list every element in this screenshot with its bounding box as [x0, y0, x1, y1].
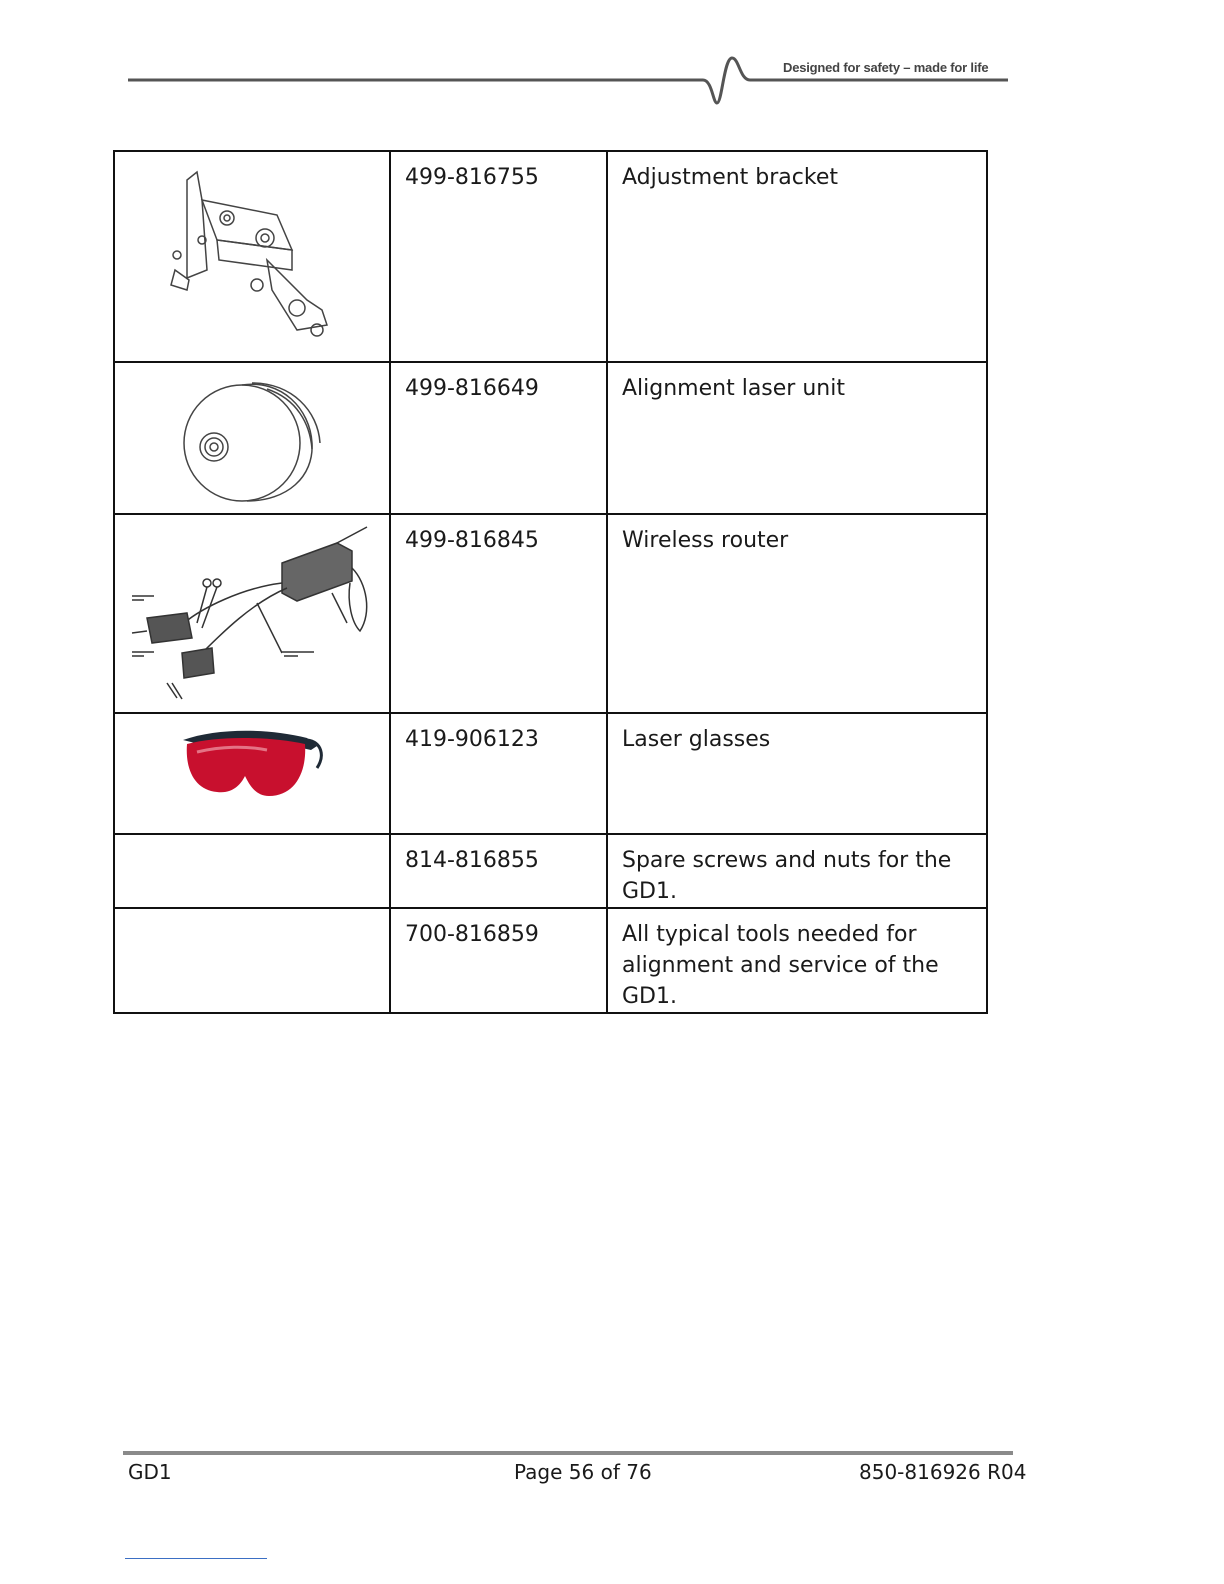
part-number: 700-816859 — [390, 908, 607, 1013]
part-image-cell — [114, 713, 390, 834]
part-description: Adjustment bracket — [607, 151, 987, 362]
part-image-cell — [114, 514, 390, 713]
footer-rule — [123, 1451, 1013, 1455]
part-description: Alignment laser unit — [607, 362, 987, 514]
part-number: 419-906123 — [390, 713, 607, 834]
footer-doc-number: 850-816926 R04 — [859, 1460, 1027, 1484]
table-row — [114, 713, 987, 834]
table-row — [114, 362, 987, 514]
table-row — [114, 834, 987, 908]
part-description: Laser glasses — [607, 713, 987, 834]
bottom-link-line — [125, 1558, 267, 1559]
part-description: All typical tools needed for alignment and service of the GD1. — [607, 908, 987, 1013]
part-number: 499-816649 — [390, 362, 607, 514]
part-image-cell — [114, 834, 390, 908]
part-image-cell — [114, 362, 390, 514]
footer-page-number: Page 56 of 76 — [514, 1460, 652, 1484]
wireless-router-drawing — [122, 523, 382, 703]
table-row — [114, 908, 987, 1013]
table-row — [114, 151, 987, 362]
part-number: 814-816855 — [390, 834, 607, 908]
part-description: Wireless router — [607, 514, 987, 713]
part-description: Spare screws and nuts for the GD1. — [607, 834, 987, 908]
parts-table — [113, 150, 988, 1014]
footer-product: GD1 — [128, 1460, 172, 1484]
table-row — [114, 514, 987, 713]
laser-unit-drawing — [172, 369, 332, 505]
adjustment-bracket-drawing — [157, 160, 347, 350]
part-image-cell — [114, 151, 390, 362]
part-number: 499-816845 — [390, 514, 607, 713]
header-tagline: Designed for safety – made for life — [783, 60, 989, 75]
part-number: 499-816755 — [390, 151, 607, 362]
laser-glasses-photo — [177, 722, 327, 812]
header-pulse-line — [0, 0, 1224, 110]
part-image-cell — [114, 908, 390, 1013]
